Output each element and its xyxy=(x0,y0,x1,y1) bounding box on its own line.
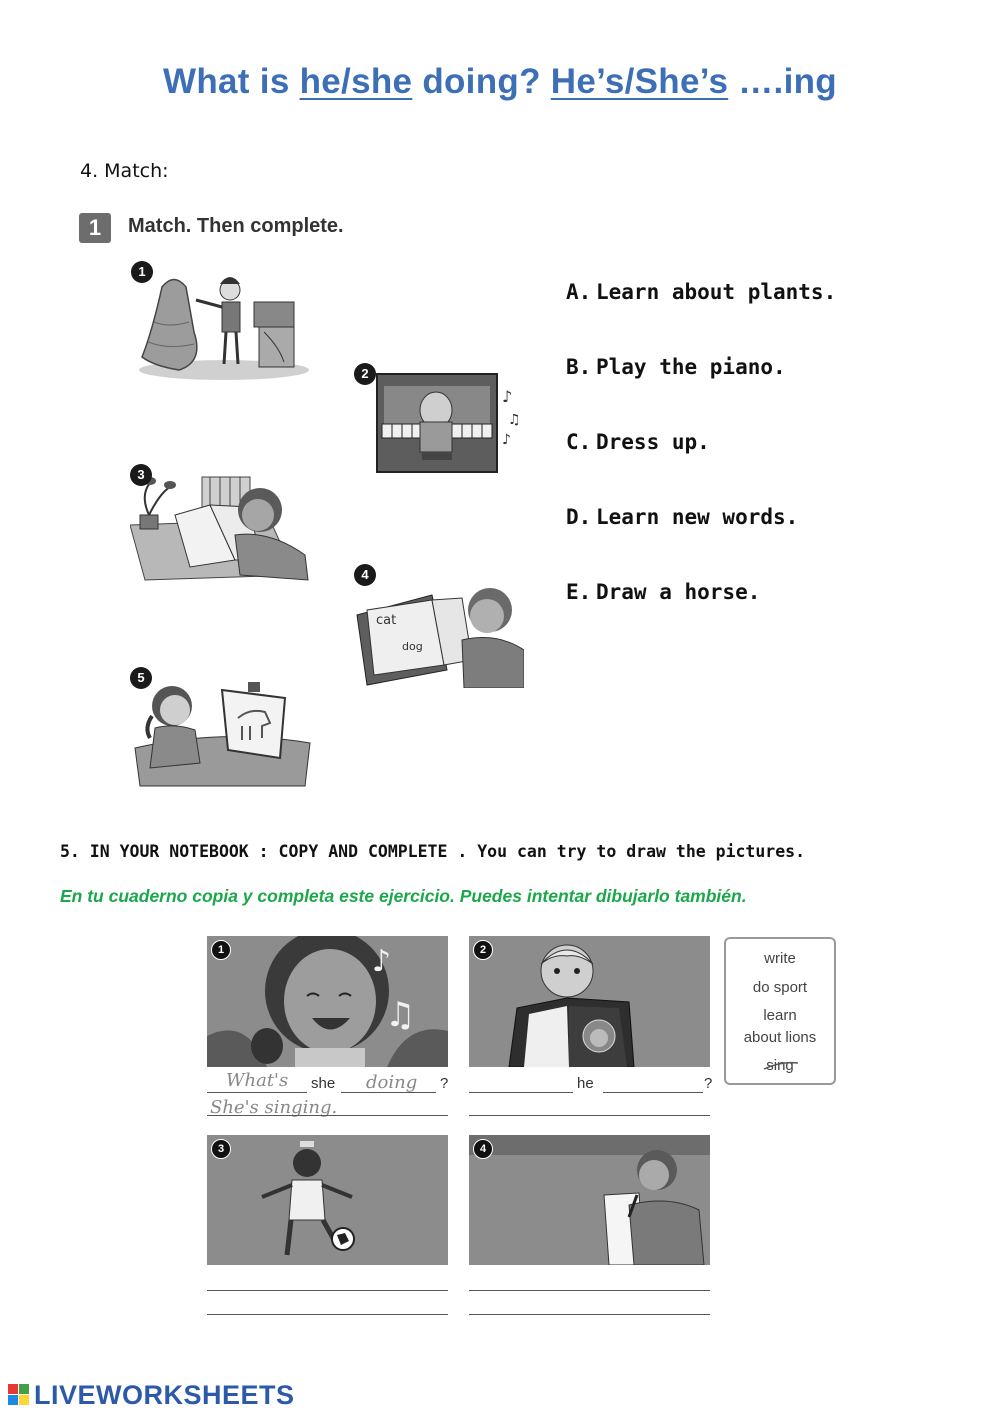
writing-illustration xyxy=(469,1135,710,1265)
section-5-spanish-instruction: En tu cuaderno copia y completa este ejercicio. Puedes intentar dibujarlo también. xyxy=(60,886,747,906)
exercise-number-badge: 1 xyxy=(79,213,111,243)
reading-illustration xyxy=(469,936,710,1067)
option-a xyxy=(566,280,836,304)
words-illustration xyxy=(352,570,524,688)
answer-line[interactable] xyxy=(207,1314,448,1315)
option-text: Dress up. xyxy=(596,430,710,454)
title-text-4: He’s/She’s xyxy=(550,62,729,101)
picture-number-1: 1 xyxy=(131,261,153,283)
option-letter: E. xyxy=(566,580,592,604)
picture-number-4: 4 xyxy=(354,564,376,586)
panel-number-2: 2 xyxy=(473,940,493,960)
example-question-mark: ? xyxy=(440,1075,449,1092)
example-answer: She's singing. xyxy=(210,1097,338,1118)
picture-number-2: 2 xyxy=(354,363,376,385)
title-text-1: What is xyxy=(163,62,300,101)
answer-line[interactable] xyxy=(469,1115,710,1116)
option-letter: B. xyxy=(566,355,592,379)
svg-text:♫: ♫ xyxy=(508,412,521,428)
answer-line xyxy=(207,1115,448,1116)
svg-text:♪: ♪ xyxy=(502,432,511,448)
title-text-2: he/she xyxy=(299,62,413,101)
option-letter: C. xyxy=(566,430,592,454)
picture-plants xyxy=(130,465,320,583)
option-e xyxy=(566,580,760,604)
word-learn: learn xyxy=(763,1007,797,1024)
option-text: Learn new words. xyxy=(596,505,799,529)
panel-football xyxy=(207,1135,448,1265)
book-word-dog: dog xyxy=(402,640,423,653)
panel-writing xyxy=(469,1135,710,1265)
football-illustration xyxy=(207,1135,448,1265)
answer-line[interactable] xyxy=(207,1290,448,1291)
horse-illustration xyxy=(130,668,312,788)
picture-words xyxy=(352,570,524,688)
picture-number-5: 5 xyxy=(130,667,152,689)
answer-line[interactable] xyxy=(603,1092,703,1093)
section-4-heading: 4. Match: xyxy=(80,160,169,182)
answer-line xyxy=(341,1092,436,1093)
picture-horse xyxy=(130,668,312,788)
panel-number-3: 3 xyxy=(211,1139,231,1159)
panel-reading xyxy=(469,936,710,1067)
picture-dress-up xyxy=(134,262,309,382)
word-write: write xyxy=(764,950,796,967)
picture-piano xyxy=(374,372,524,474)
example-she: she xyxy=(311,1075,336,1092)
exercise-title: Match. Then complete. xyxy=(128,215,344,237)
picture-number-3: 3 xyxy=(130,464,152,486)
page-title xyxy=(0,62,1000,102)
answer-line[interactable] xyxy=(469,1092,573,1093)
dress-up-illustration xyxy=(134,262,309,382)
liveworksheets-logo-icon xyxy=(8,1384,30,1406)
option-d xyxy=(566,505,798,529)
option-letter: D. xyxy=(566,505,592,529)
answer-line[interactable] xyxy=(469,1314,710,1315)
option-b xyxy=(566,355,786,379)
svg-text:♪: ♪ xyxy=(502,387,513,406)
example-whats: What's xyxy=(226,1070,289,1091)
book-word-cat: cat xyxy=(376,613,397,628)
word-box xyxy=(724,937,836,1085)
option-text: Play the piano. xyxy=(596,355,786,379)
plants-illustration xyxy=(130,465,320,583)
panel-number-4: 4 xyxy=(473,1139,493,1159)
panel2-question-mark: ? xyxy=(704,1075,713,1092)
svg-text:♪: ♪ xyxy=(372,944,392,979)
option-c xyxy=(566,430,710,454)
singing-illustration xyxy=(207,936,448,1067)
word-sing-text: sing xyxy=(766,1057,794,1074)
option-text: Draw a horse. xyxy=(596,580,761,604)
answer-line[interactable] xyxy=(469,1290,710,1291)
option-letter: A. xyxy=(566,280,592,304)
panel-number-1: 1 xyxy=(211,940,231,960)
answer-line xyxy=(207,1092,307,1093)
title-text-5: ….ing xyxy=(728,62,837,101)
option-text: Learn about plants. xyxy=(596,280,837,304)
panel-singing xyxy=(207,936,448,1067)
strike-mark xyxy=(726,939,834,1083)
piano-illustration xyxy=(374,372,524,474)
footer-brand xyxy=(34,1380,295,1411)
footer-brand-text: LIVEWORKSHEETS xyxy=(34,1380,295,1410)
word-do-sport: do sport xyxy=(752,979,808,996)
section-5-heading: 5. IN YOUR NOTEBOOK : COPY AND COMPLETE . You can try to draw the pictures. xyxy=(60,842,806,861)
svg-text:♫: ♫ xyxy=(385,995,416,1035)
panel2-he: he xyxy=(577,1075,594,1092)
title-text-3: doing? xyxy=(412,62,551,101)
word-about-lions: about lions xyxy=(743,1029,817,1046)
example-doing: doing xyxy=(366,1072,418,1093)
